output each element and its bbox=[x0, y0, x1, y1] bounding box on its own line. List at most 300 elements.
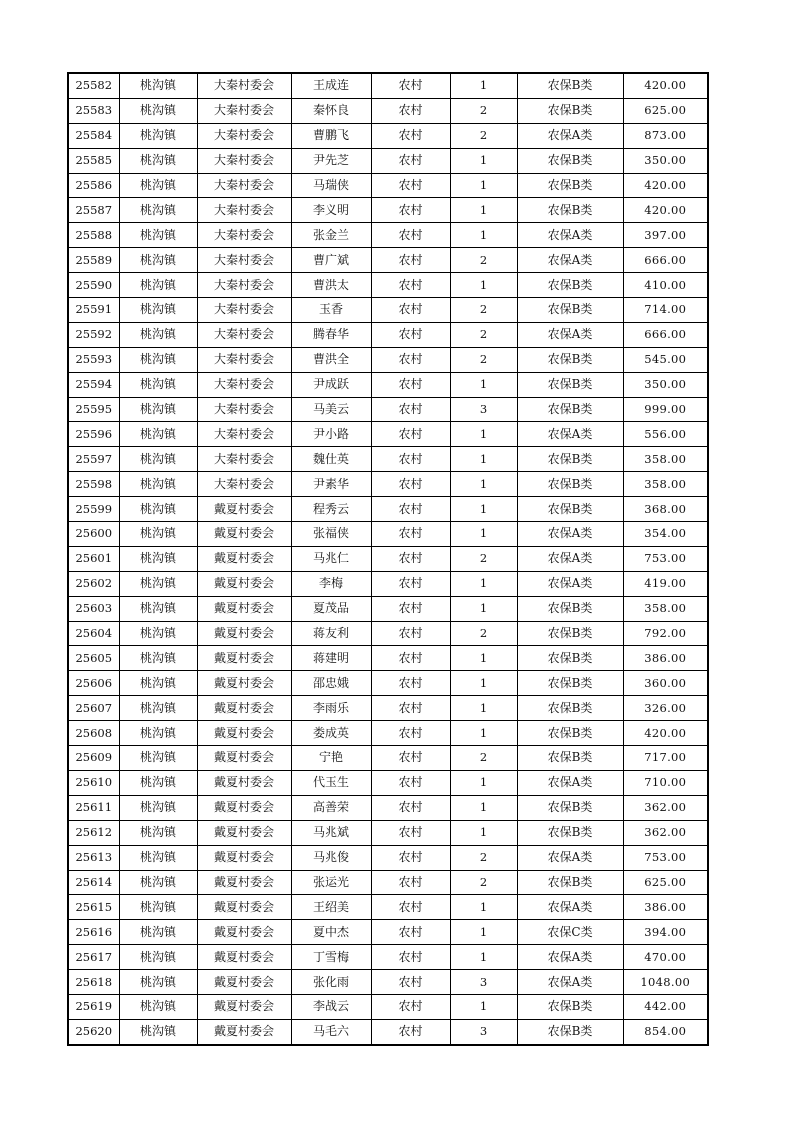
amount-cell: 397.00 bbox=[623, 223, 708, 248]
person-name-cell: 宁艳 bbox=[291, 746, 371, 771]
record-id-cell: 25605 bbox=[68, 646, 119, 671]
residence-type-cell: 农村 bbox=[371, 472, 450, 497]
village-committee-cell: 戴夏村委会 bbox=[197, 546, 291, 571]
township-cell: 桃沟镇 bbox=[119, 596, 197, 621]
person-name-cell: 玉香 bbox=[291, 298, 371, 323]
amount-cell: 368.00 bbox=[623, 497, 708, 522]
residence-type-cell: 农村 bbox=[371, 322, 450, 347]
record-id-cell: 25593 bbox=[68, 347, 119, 372]
household-count-cell: 1 bbox=[450, 596, 517, 621]
record-id-cell: 25613 bbox=[68, 845, 119, 870]
insurance-category-cell: 农保A类 bbox=[517, 571, 623, 596]
township-cell: 桃沟镇 bbox=[119, 945, 197, 970]
residence-type-cell: 农村 bbox=[371, 148, 450, 173]
person-name-cell: 曹洪全 bbox=[291, 347, 371, 372]
household-count-cell: 1 bbox=[450, 920, 517, 945]
village-committee-cell: 大秦村委会 bbox=[197, 148, 291, 173]
insurance-category-cell: 农保B类 bbox=[517, 994, 623, 1019]
amount-cell: 358.00 bbox=[623, 596, 708, 621]
amount-cell: 360.00 bbox=[623, 671, 708, 696]
village-committee-cell: 大秦村委会 bbox=[197, 298, 291, 323]
village-committee-cell: 大秦村委会 bbox=[197, 273, 291, 298]
township-cell: 桃沟镇 bbox=[119, 173, 197, 198]
amount-cell: 419.00 bbox=[623, 571, 708, 596]
record-id-cell: 25602 bbox=[68, 571, 119, 596]
residence-type-cell: 农村 bbox=[371, 795, 450, 820]
person-name-cell: 秦怀良 bbox=[291, 98, 371, 123]
table-row bbox=[68, 98, 708, 123]
amount-cell: 354.00 bbox=[623, 522, 708, 547]
amount-cell: 386.00 bbox=[623, 895, 708, 920]
table-row bbox=[68, 422, 708, 447]
insurance-category-cell: 农保A类 bbox=[517, 123, 623, 148]
person-name-cell: 高善荣 bbox=[291, 795, 371, 820]
village-committee-cell: 大秦村委会 bbox=[197, 447, 291, 472]
amount-cell: 350.00 bbox=[623, 148, 708, 173]
amount-cell: 710.00 bbox=[623, 770, 708, 795]
record-id-cell: 25584 bbox=[68, 123, 119, 148]
table-row bbox=[68, 73, 708, 98]
insurance-category-cell: 农保A类 bbox=[517, 522, 623, 547]
village-committee-cell: 大秦村委会 bbox=[197, 223, 291, 248]
record-id-cell: 25589 bbox=[68, 248, 119, 273]
table-row bbox=[68, 472, 708, 497]
township-cell: 桃沟镇 bbox=[119, 223, 197, 248]
village-committee-cell: 大秦村委会 bbox=[197, 372, 291, 397]
insurance-category-cell: 农保B类 bbox=[517, 671, 623, 696]
household-count-cell: 1 bbox=[450, 671, 517, 696]
residence-type-cell: 农村 bbox=[371, 945, 450, 970]
amount-cell: 556.00 bbox=[623, 422, 708, 447]
table-row bbox=[68, 596, 708, 621]
village-committee-cell: 戴夏村委会 bbox=[197, 522, 291, 547]
household-count-cell: 1 bbox=[450, 571, 517, 596]
table-row bbox=[68, 372, 708, 397]
record-id-cell: 25597 bbox=[68, 447, 119, 472]
household-count-cell: 1 bbox=[450, 173, 517, 198]
person-name-cell: 蒋友利 bbox=[291, 621, 371, 646]
household-count-cell: 2 bbox=[450, 546, 517, 571]
insurance-category-cell: 农保B类 bbox=[517, 497, 623, 522]
household-count-cell: 1 bbox=[450, 721, 517, 746]
person-name-cell: 娄成英 bbox=[291, 721, 371, 746]
household-count-cell: 2 bbox=[450, 322, 517, 347]
record-id-cell: 25596 bbox=[68, 422, 119, 447]
insurance-category-cell: 农保B类 bbox=[517, 746, 623, 771]
table-row bbox=[68, 273, 708, 298]
amount-cell: 420.00 bbox=[623, 173, 708, 198]
village-committee-cell: 戴夏村委会 bbox=[197, 945, 291, 970]
township-cell: 桃沟镇 bbox=[119, 123, 197, 148]
amount-cell: 394.00 bbox=[623, 920, 708, 945]
amount-cell: 714.00 bbox=[623, 298, 708, 323]
township-cell: 桃沟镇 bbox=[119, 298, 197, 323]
village-committee-cell: 戴夏村委会 bbox=[197, 646, 291, 671]
table-row bbox=[68, 970, 708, 995]
village-committee-cell: 大秦村委会 bbox=[197, 98, 291, 123]
insurance-category-cell: 农保B类 bbox=[517, 870, 623, 895]
person-name-cell: 张福侠 bbox=[291, 522, 371, 547]
village-committee-cell: 戴夏村委会 bbox=[197, 870, 291, 895]
record-id-cell: 25614 bbox=[68, 870, 119, 895]
record-id-cell: 25604 bbox=[68, 621, 119, 646]
record-id-cell: 25587 bbox=[68, 198, 119, 223]
township-cell: 桃沟镇 bbox=[119, 372, 197, 397]
insurance-category-cell: 农保B类 bbox=[517, 273, 623, 298]
table-row bbox=[68, 546, 708, 571]
village-committee-cell: 戴夏村委会 bbox=[197, 721, 291, 746]
household-count-cell: 2 bbox=[450, 347, 517, 372]
table-row bbox=[68, 298, 708, 323]
record-id-cell: 25615 bbox=[68, 895, 119, 920]
household-count-cell: 1 bbox=[450, 696, 517, 721]
residence-type-cell: 农村 bbox=[371, 198, 450, 223]
insurance-category-cell: 农保B类 bbox=[517, 621, 623, 646]
record-id-cell: 25616 bbox=[68, 920, 119, 945]
insurance-category-cell: 农保B类 bbox=[517, 795, 623, 820]
table-row bbox=[68, 223, 708, 248]
table-row bbox=[68, 845, 708, 870]
household-count-cell: 2 bbox=[450, 746, 517, 771]
insurance-category-cell: 农保B类 bbox=[517, 98, 623, 123]
person-name-cell: 马美云 bbox=[291, 397, 371, 422]
person-name-cell: 王成连 bbox=[291, 73, 371, 98]
township-cell: 桃沟镇 bbox=[119, 621, 197, 646]
amount-cell: 420.00 bbox=[623, 198, 708, 223]
person-name-cell: 马兆斌 bbox=[291, 820, 371, 845]
record-id-cell: 25600 bbox=[68, 522, 119, 547]
township-cell: 桃沟镇 bbox=[119, 970, 197, 995]
residence-type-cell: 农村 bbox=[371, 721, 450, 746]
insurance-category-cell: 农保A类 bbox=[517, 422, 623, 447]
record-id-cell: 25590 bbox=[68, 273, 119, 298]
person-name-cell: 丁雪梅 bbox=[291, 945, 371, 970]
village-committee-cell: 大秦村委会 bbox=[197, 347, 291, 372]
township-cell: 桃沟镇 bbox=[119, 571, 197, 596]
village-committee-cell: 戴夏村委会 bbox=[197, 994, 291, 1019]
village-committee-cell: 戴夏村委会 bbox=[197, 671, 291, 696]
table-row bbox=[68, 696, 708, 721]
village-committee-cell: 戴夏村委会 bbox=[197, 820, 291, 845]
household-count-cell: 2 bbox=[450, 870, 517, 895]
residence-type-cell: 农村 bbox=[371, 920, 450, 945]
table-row bbox=[68, 447, 708, 472]
insurance-category-cell: 农保A类 bbox=[517, 546, 623, 571]
insurance-category-cell: 农保A类 bbox=[517, 223, 623, 248]
table-row bbox=[68, 721, 708, 746]
record-id-cell: 25599 bbox=[68, 497, 119, 522]
amount-cell: 350.00 bbox=[623, 372, 708, 397]
insurance-category-cell: 农保B类 bbox=[517, 447, 623, 472]
person-name-cell: 张化雨 bbox=[291, 970, 371, 995]
residence-type-cell: 农村 bbox=[371, 1019, 450, 1044]
person-name-cell: 尹素华 bbox=[291, 472, 371, 497]
household-count-cell: 3 bbox=[450, 1019, 517, 1044]
household-count-cell: 1 bbox=[450, 646, 517, 671]
township-cell: 桃沟镇 bbox=[119, 870, 197, 895]
township-cell: 桃沟镇 bbox=[119, 895, 197, 920]
table-row bbox=[68, 646, 708, 671]
residence-type-cell: 农村 bbox=[371, 770, 450, 795]
residence-type-cell: 农村 bbox=[371, 820, 450, 845]
village-committee-cell: 戴夏村委会 bbox=[197, 571, 291, 596]
person-name-cell: 夏中杰 bbox=[291, 920, 371, 945]
residence-type-cell: 农村 bbox=[371, 173, 450, 198]
township-cell: 桃沟镇 bbox=[119, 646, 197, 671]
insurance-category-cell: 农保B类 bbox=[517, 721, 623, 746]
record-id-cell: 25619 bbox=[68, 994, 119, 1019]
person-name-cell: 腾春华 bbox=[291, 322, 371, 347]
household-count-cell: 3 bbox=[450, 397, 517, 422]
insurance-category-cell: 农保C类 bbox=[517, 920, 623, 945]
amount-cell: 999.00 bbox=[623, 397, 708, 422]
table-row bbox=[68, 945, 708, 970]
household-count-cell: 1 bbox=[450, 422, 517, 447]
person-name-cell: 李梅 bbox=[291, 571, 371, 596]
table-row bbox=[68, 347, 708, 372]
record-id-cell: 25607 bbox=[68, 696, 119, 721]
record-id-cell: 25617 bbox=[68, 945, 119, 970]
insurance-category-cell: 农保A类 bbox=[517, 970, 623, 995]
insurance-category-cell: 农保B类 bbox=[517, 646, 623, 671]
household-count-cell: 1 bbox=[450, 447, 517, 472]
residence-type-cell: 农村 bbox=[371, 646, 450, 671]
residence-type-cell: 农村 bbox=[371, 73, 450, 98]
village-committee-cell: 戴夏村委会 bbox=[197, 621, 291, 646]
person-name-cell: 王绍美 bbox=[291, 895, 371, 920]
village-committee-cell: 大秦村委会 bbox=[197, 322, 291, 347]
household-count-cell: 1 bbox=[450, 994, 517, 1019]
amount-cell: 545.00 bbox=[623, 347, 708, 372]
household-count-cell: 1 bbox=[450, 148, 517, 173]
insurance-category-cell: 农保B类 bbox=[517, 173, 623, 198]
residence-type-cell: 农村 bbox=[371, 248, 450, 273]
township-cell: 桃沟镇 bbox=[119, 497, 197, 522]
amount-cell: 666.00 bbox=[623, 248, 708, 273]
township-cell: 桃沟镇 bbox=[119, 1019, 197, 1044]
insurance-category-cell: 农保A类 bbox=[517, 895, 623, 920]
residence-type-cell: 农村 bbox=[371, 447, 450, 472]
residence-type-cell: 农村 bbox=[371, 746, 450, 771]
household-count-cell: 1 bbox=[450, 472, 517, 497]
residence-type-cell: 农村 bbox=[371, 298, 450, 323]
table-row bbox=[68, 148, 708, 173]
table-row bbox=[68, 746, 708, 771]
person-name-cell: 尹小路 bbox=[291, 422, 371, 447]
amount-cell: 753.00 bbox=[623, 845, 708, 870]
record-id-cell: 25598 bbox=[68, 472, 119, 497]
insurance-category-cell: 农保B类 bbox=[517, 820, 623, 845]
record-id-cell: 25610 bbox=[68, 770, 119, 795]
residence-type-cell: 农村 bbox=[371, 223, 450, 248]
township-cell: 桃沟镇 bbox=[119, 73, 197, 98]
residence-type-cell: 农村 bbox=[371, 397, 450, 422]
table-row bbox=[68, 248, 708, 273]
insurance-category-cell: 农保B类 bbox=[517, 596, 623, 621]
household-count-cell: 1 bbox=[450, 223, 517, 248]
person-name-cell: 张金兰 bbox=[291, 223, 371, 248]
residence-type-cell: 农村 bbox=[371, 994, 450, 1019]
table-row bbox=[68, 795, 708, 820]
township-cell: 桃沟镇 bbox=[119, 472, 197, 497]
village-committee-cell: 戴夏村委会 bbox=[197, 970, 291, 995]
record-id-cell: 25620 bbox=[68, 1019, 119, 1044]
township-cell: 桃沟镇 bbox=[119, 397, 197, 422]
amount-cell: 854.00 bbox=[623, 1019, 708, 1044]
residence-type-cell: 农村 bbox=[371, 970, 450, 995]
township-cell: 桃沟镇 bbox=[119, 98, 197, 123]
record-id-cell: 25586 bbox=[68, 173, 119, 198]
record-id-cell: 25583 bbox=[68, 98, 119, 123]
person-name-cell: 程秀云 bbox=[291, 497, 371, 522]
person-name-cell: 马瑞侠 bbox=[291, 173, 371, 198]
table-row bbox=[68, 895, 708, 920]
record-id-cell: 25612 bbox=[68, 820, 119, 845]
village-committee-cell: 戴夏村委会 bbox=[197, 770, 291, 795]
village-committee-cell: 大秦村委会 bbox=[197, 73, 291, 98]
person-name-cell: 李战云 bbox=[291, 994, 371, 1019]
record-id-cell: 25594 bbox=[68, 372, 119, 397]
amount-cell: 362.00 bbox=[623, 820, 708, 845]
person-name-cell: 魏仕英 bbox=[291, 447, 371, 472]
person-name-cell: 张运光 bbox=[291, 870, 371, 895]
township-cell: 桃沟镇 bbox=[119, 696, 197, 721]
household-count-cell: 1 bbox=[450, 497, 517, 522]
village-committee-cell: 大秦村委会 bbox=[197, 422, 291, 447]
amount-cell: 358.00 bbox=[623, 472, 708, 497]
table-row bbox=[68, 571, 708, 596]
table-row bbox=[68, 621, 708, 646]
village-committee-cell: 戴夏村委会 bbox=[197, 795, 291, 820]
insurance-category-cell: 农保A类 bbox=[517, 945, 623, 970]
township-cell: 桃沟镇 bbox=[119, 770, 197, 795]
record-id-cell: 25601 bbox=[68, 546, 119, 571]
record-id-cell: 25595 bbox=[68, 397, 119, 422]
person-name-cell: 李义明 bbox=[291, 198, 371, 223]
village-committee-cell: 戴夏村委会 bbox=[197, 895, 291, 920]
insurance-category-cell: 农保A类 bbox=[517, 322, 623, 347]
village-committee-cell: 戴夏村委会 bbox=[197, 746, 291, 771]
township-cell: 桃沟镇 bbox=[119, 322, 197, 347]
amount-cell: 386.00 bbox=[623, 646, 708, 671]
insurance-category-cell: 农保B类 bbox=[517, 148, 623, 173]
table-row bbox=[68, 994, 708, 1019]
amount-cell: 420.00 bbox=[623, 73, 708, 98]
insurance-category-cell: 农保A类 bbox=[517, 248, 623, 273]
table-row bbox=[68, 522, 708, 547]
record-id-cell: 25618 bbox=[68, 970, 119, 995]
household-count-cell: 1 bbox=[450, 372, 517, 397]
household-count-cell: 2 bbox=[450, 123, 517, 148]
village-committee-cell: 戴夏村委会 bbox=[197, 1019, 291, 1044]
amount-cell: 442.00 bbox=[623, 994, 708, 1019]
village-committee-cell: 戴夏村委会 bbox=[197, 920, 291, 945]
township-cell: 桃沟镇 bbox=[119, 422, 197, 447]
village-committee-cell: 大秦村委会 bbox=[197, 123, 291, 148]
insurance-category-cell: 农保A类 bbox=[517, 770, 623, 795]
residence-type-cell: 农村 bbox=[371, 273, 450, 298]
residence-type-cell: 农村 bbox=[371, 895, 450, 920]
household-count-cell: 1 bbox=[450, 522, 517, 547]
household-count-cell: 1 bbox=[450, 770, 517, 795]
village-committee-cell: 戴夏村委会 bbox=[197, 696, 291, 721]
household-count-cell: 1 bbox=[450, 895, 517, 920]
amount-cell: 358.00 bbox=[623, 447, 708, 472]
amount-cell: 326.00 bbox=[623, 696, 708, 721]
person-name-cell: 马兆俊 bbox=[291, 845, 371, 870]
table-row bbox=[68, 173, 708, 198]
record-id-cell: 25582 bbox=[68, 73, 119, 98]
township-cell: 桃沟镇 bbox=[119, 920, 197, 945]
township-cell: 桃沟镇 bbox=[119, 994, 197, 1019]
residence-type-cell: 农村 bbox=[371, 621, 450, 646]
township-cell: 桃沟镇 bbox=[119, 820, 197, 845]
village-committee-cell: 大秦村委会 bbox=[197, 397, 291, 422]
person-name-cell: 曹广斌 bbox=[291, 248, 371, 273]
residence-type-cell: 农村 bbox=[371, 497, 450, 522]
residence-type-cell: 农村 bbox=[371, 422, 450, 447]
table-row bbox=[68, 322, 708, 347]
record-id-cell: 25591 bbox=[68, 298, 119, 323]
township-cell: 桃沟镇 bbox=[119, 248, 197, 273]
household-count-cell: 2 bbox=[450, 298, 517, 323]
table-row bbox=[68, 920, 708, 945]
table-row bbox=[68, 1019, 708, 1044]
insurance-category-cell: 农保B类 bbox=[517, 298, 623, 323]
village-committee-cell: 大秦村委会 bbox=[197, 248, 291, 273]
residence-type-cell: 农村 bbox=[371, 571, 450, 596]
record-id-cell: 25611 bbox=[68, 795, 119, 820]
village-committee-cell: 戴夏村委会 bbox=[197, 845, 291, 870]
household-count-cell: 1 bbox=[450, 273, 517, 298]
township-cell: 桃沟镇 bbox=[119, 522, 197, 547]
household-count-cell: 1 bbox=[450, 795, 517, 820]
amount-cell: 792.00 bbox=[623, 621, 708, 646]
person-name-cell: 尹先芝 bbox=[291, 148, 371, 173]
record-id-cell: 25592 bbox=[68, 322, 119, 347]
record-id-cell: 25609 bbox=[68, 746, 119, 771]
residence-type-cell: 农村 bbox=[371, 522, 450, 547]
amount-cell: 410.00 bbox=[623, 273, 708, 298]
residence-type-cell: 农村 bbox=[371, 347, 450, 372]
residence-type-cell: 农村 bbox=[371, 546, 450, 571]
record-id-cell: 25606 bbox=[68, 671, 119, 696]
village-committee-cell: 大秦村委会 bbox=[197, 472, 291, 497]
residence-type-cell: 农村 bbox=[371, 696, 450, 721]
township-cell: 桃沟镇 bbox=[119, 347, 197, 372]
record-id-cell: 25588 bbox=[68, 223, 119, 248]
person-name-cell: 马毛六 bbox=[291, 1019, 371, 1044]
residence-type-cell: 农村 bbox=[371, 372, 450, 397]
insurance-category-cell: 农保B类 bbox=[517, 696, 623, 721]
table-row bbox=[68, 397, 708, 422]
township-cell: 桃沟镇 bbox=[119, 148, 197, 173]
residence-type-cell: 农村 bbox=[371, 123, 450, 148]
amount-cell: 873.00 bbox=[623, 123, 708, 148]
insurance-category-cell: 农保B类 bbox=[517, 372, 623, 397]
township-cell: 桃沟镇 bbox=[119, 671, 197, 696]
township-cell: 桃沟镇 bbox=[119, 273, 197, 298]
household-count-cell: 2 bbox=[450, 845, 517, 870]
table-body bbox=[68, 73, 708, 1045]
residence-type-cell: 农村 bbox=[371, 98, 450, 123]
person-name-cell: 尹成跃 bbox=[291, 372, 371, 397]
residence-type-cell: 农村 bbox=[371, 845, 450, 870]
beneficiary-table bbox=[67, 72, 709, 1046]
table-row bbox=[68, 770, 708, 795]
person-name-cell: 李雨乐 bbox=[291, 696, 371, 721]
household-count-cell: 3 bbox=[450, 970, 517, 995]
